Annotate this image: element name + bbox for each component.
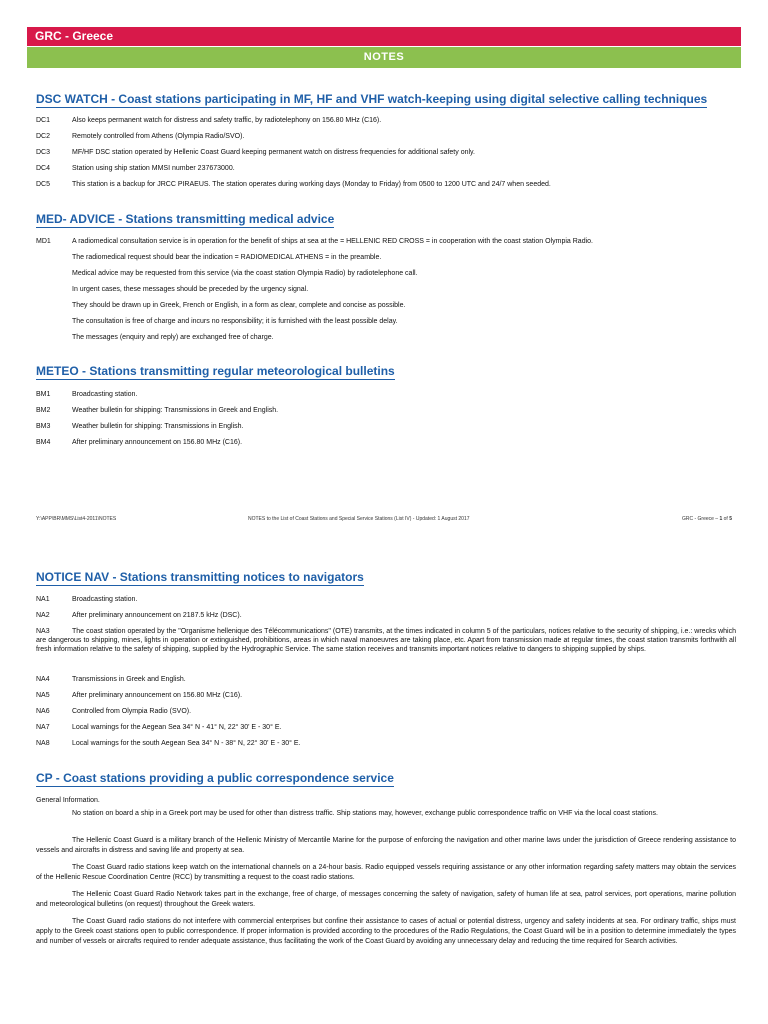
cp-paragraph: No station on board a ship in a Greek port may be used for other than distress traffic. Ship stations may, however, exchange public correspondence traffic on VHF via the local coast stations. <box>72 810 658 817</box>
cp-paragraph: The Coast Guard radio stations keep watch on the international channels on a 24-hour basis. Radio equipped vessels requiring assistance or any other information regarding safety matters may obtain the services of the Hellenic Rescue Coordination Centre (RCC) by transmitting a request to the coast radio stations. <box>36 864 736 881</box>
med-line: They should be drawn up in Greek, French or English, in a form as clear, complete and concise as possible. <box>72 302 406 309</box>
footer-page: GRC - Greece – 1 of 5 <box>681 516 732 522</box>
footer-center: NOTES to the List of Coast Stations and Special Service Stations (List IV) - Updated: 1 August 2017 <box>248 516 470 522</box>
notes-header: NOTES <box>27 47 741 68</box>
cp-paragraph: The Coast Guard radio stations do not interfere with commercial enterprises but confine their assistance to cases of actual or potential distress, urgency and safety incidents at sea. For ordinary traffic, ships must apply to the Greek coast stations open to public correspondence. If proper information is provided according to the procedures of the Radio Regulations, the Coast Guard will be in a position to determine immediately the types and number of vessels or aircrafts required to render adequate assistance, thus facilitating the work of the Coast Guard by avoiding any unnecessary delay and reducing the time required for Search activities. <box>36 918 736 945</box>
cp-general-heading: General Information. <box>36 797 100 804</box>
nav-item: NA3 The coast station operated by the "Organisme hellenique des Télécommunications" (OTE) transmits, at the times indicated in column 5 of the particulars, notices relative to the security of shipping, i.e.: wrecks which are dangerous to shipping, mines, lights in operation or extinguished, prohibitions, areas in which naval manoeuvres are taking place, etc. Apart from transmission made at regular times, the coast station transmits forthwith all fresh information relative to the safety of shipping, supplied by the Hydrographic Service. The same station receives and transmits important notices relative to dangers to shipping supplied by ships. <box>36 628 736 653</box>
cp-paragraph: The Hellenic Coast Guard Radio Network takes part in the exchange, free of charge, of messages concerning the safety of navigation, safety of human life at sea, patrol services, port operations, marine pollution and meteorological bulletins (on request) throughout the Greek waters. <box>36 891 736 908</box>
med-line: The messages (enquiry and reply) are exchanged free of charge. <box>72 334 274 341</box>
med-line: The radiomedical request should bear the indication = RADIOMEDICAL ATHENS = in the preamble. <box>72 254 382 261</box>
footer-path: Y:\APP\BR\MMS\List4-2011\NOTES <box>36 516 117 522</box>
country-header: GRC - Greece <box>27 27 741 46</box>
meteo-section-title: METEO - Stations transmitting regular meteorological bulletins <box>36 364 395 378</box>
med-line: The consultation is free of charge and incurs no responsibility; it is furnished with the least possible delay. <box>72 318 398 325</box>
med-line: In urgent cases, these messages should be preceded by the urgency signal. <box>72 286 309 293</box>
med-section-title: MED- ADVICE - Stations transmitting medical advice <box>36 212 335 226</box>
cp-section-title: CP - Coast stations providing a public correspondence service <box>36 771 394 785</box>
med-line: Medical advice may be requested from this service (via the coast station Olympia Radio) by radiotelephone call. <box>72 270 418 277</box>
nav-section-title: NOTICE NAV - Stations transmitting notices to navigators <box>36 570 364 584</box>
dsc-section-title: DSC WATCH - Coast stations participating in MF, HF and VHF watch-keeping using digital selective calling techniques <box>36 92 708 106</box>
cp-paragraph: The Hellenic Coast Guard is a military branch of the Hellenic Ministry of Mercantile Marine for the purpose of enforcing the navigation and other marine laws under the jurisdiction of Greece rendering assistance to vessels and aircrafts in distress and saving life and property at sea. <box>36 837 736 854</box>
